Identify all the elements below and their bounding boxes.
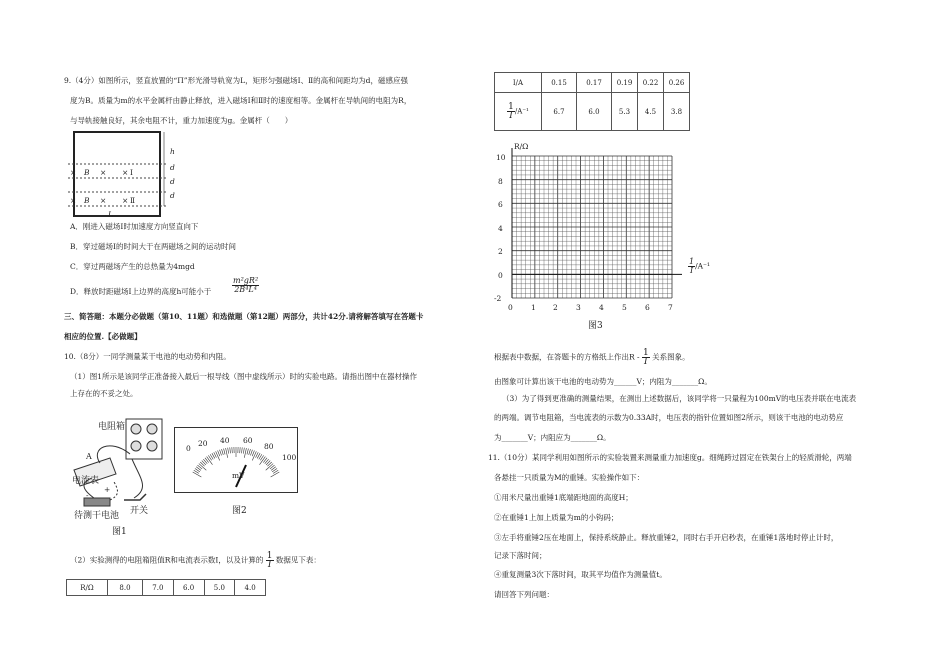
b-label-2: B bbox=[84, 196, 90, 205]
table-header: I/A bbox=[495, 73, 542, 93]
table-cell: 0.17 bbox=[577, 73, 612, 93]
b-label-1: B bbox=[84, 168, 90, 177]
q10-part3-line3: 为_______V；内阻应为_______Ω。 bbox=[494, 433, 611, 442]
figure1-caption: 图1 bbox=[112, 527, 127, 537]
table-cell: 6.0 bbox=[173, 580, 204, 596]
q10-line3: 上存在的不妥之处。 bbox=[70, 389, 138, 398]
y-tick-label: -2 bbox=[494, 294, 502, 303]
switch-label: 开关 bbox=[130, 506, 149, 516]
resistance-box-label: 电阻箱 bbox=[98, 422, 126, 432]
q10-part3-line1: （3）为了得到更准确的测量结果，在测出上述数据后，该同学将一只量程为100mV的电压表并联在电流表 bbox=[502, 394, 857, 403]
meter-tick-label: 60 bbox=[243, 436, 253, 445]
table-cell: 5.3 bbox=[612, 93, 638, 131]
x-axis-label: $\frac{1}{I}$ /A⁻¹ bbox=[689, 257, 711, 275]
meter-tick-label: 0 bbox=[186, 444, 191, 453]
millivoltmeter-figure bbox=[174, 427, 298, 493]
cross-mark: × bbox=[122, 196, 129, 205]
meter-tick-label: 100 bbox=[282, 453, 297, 462]
ammeter-symbol: A bbox=[86, 452, 92, 461]
q11-step3: ③左手将重锤2压在地面上，保持系统静止。释放重锤2，同时右手开启秒表，在重锤1落地时停止计时， bbox=[494, 533, 839, 542]
meter-tick-label: 80 bbox=[264, 442, 274, 451]
x-tick-label: 4 bbox=[599, 303, 604, 312]
q10-line4: （2）实验测得的电阻箱阻值R和电流表示数I，以及计算的 $\frac{1}{I}$ 数据见下表： bbox=[70, 551, 321, 570]
option-d-fraction: $\frac{\text{m²gR²}}{\text{2B⁴L⁴}}$ bbox=[233, 276, 259, 294]
field-2-label: Ⅱ bbox=[130, 196, 136, 205]
negative-terminal: - bbox=[86, 491, 89, 500]
battery-label: 待测干电池 bbox=[74, 511, 120, 521]
l-label: L bbox=[108, 210, 113, 219]
x-tick-label: 0 bbox=[508, 303, 513, 312]
y-axis-label: R/Ω bbox=[514, 142, 529, 151]
q9-option-a: A．刚进入磁场Ⅰ时加速度方向竖直向下 bbox=[70, 222, 199, 231]
cross-mark: × bbox=[70, 168, 77, 177]
q11-step1: ①用米尺量出重锤1底端距地面的高度H； bbox=[494, 493, 633, 502]
resistance-table bbox=[66, 579, 266, 596]
table-cell: 7.0 bbox=[143, 580, 174, 596]
y-tick-label: 8 bbox=[498, 177, 503, 186]
q11-line1: 11.（10分）某同学利用如图所示的实验装置来测量重力加速度g。细绳跨过固定在铁架台上的轻质滑轮，两端 bbox=[488, 453, 852, 462]
table-cell: 3.8 bbox=[664, 93, 690, 131]
q11-step4: ④重复测量3次下落时间，取其平均值作为测量值t。 bbox=[494, 570, 667, 579]
table-cell: 5.0 bbox=[204, 580, 235, 596]
x-tick-label: 2 bbox=[553, 303, 558, 312]
table-cell: 0.19 bbox=[612, 73, 638, 93]
y-tick-label: 10 bbox=[496, 153, 506, 162]
current-table bbox=[494, 72, 690, 131]
cross-mark: × bbox=[100, 196, 107, 205]
ammeter-label: 电流表 bbox=[72, 476, 100, 486]
meter-unit: mV bbox=[232, 471, 245, 480]
meter-tick-label: 40 bbox=[220, 436, 230, 445]
table-cell: 0.22 bbox=[638, 73, 664, 93]
cross-mark: × bbox=[122, 168, 129, 177]
d-label-2: d bbox=[170, 177, 175, 186]
q9-option-c: C．穿过两磁场产生的总热量为4mgd bbox=[70, 262, 195, 271]
q9-option-d: D．释放时距磁场Ⅰ上边界的高度h可能小于 bbox=[70, 287, 212, 296]
y-tick-label: 6 bbox=[498, 200, 503, 209]
q10-part2-answer: 由图象可计算出该干电池的电动势为______V；内阻为_______Ω。 bbox=[494, 377, 712, 386]
table-cell: 4.0 bbox=[235, 580, 266, 596]
q11-step3-cont: 记录下落时间； bbox=[494, 551, 547, 560]
figure3-caption: 图3 bbox=[588, 321, 603, 331]
graph-instruction: 根据表中数据，在答题卡的方格纸上作出R - $\frac{1}{I}$ 关系图象。 bbox=[494, 348, 690, 367]
field-1-label: Ⅰ bbox=[130, 168, 133, 177]
table-cell: 6.0 bbox=[577, 93, 612, 131]
section3-line1: 三、简答题：本题分必做题（第10、11题）和选做题（第12题）两部分，共计42分.请将解答填写在答题卡 bbox=[64, 312, 424, 321]
x-tick-label: 6 bbox=[645, 303, 650, 312]
graph-grid bbox=[508, 150, 678, 302]
h-label: h bbox=[170, 147, 175, 156]
table-cell: 0.26 bbox=[664, 73, 690, 93]
q9-line2: 度为B。质量为m的水平金属杆由静止释放，进入磁场Ⅰ和Ⅱ时的速度相等。金属杆在导轨间的电阻为R， bbox=[70, 96, 412, 105]
x-tick-label: 3 bbox=[576, 303, 581, 312]
q9-line3: 与导轨接触良好，其余电阻不计，重力加速度为g。金属杆（ ） bbox=[70, 116, 293, 125]
d-label-1: d bbox=[170, 163, 175, 172]
table-cell: 0.15 bbox=[542, 73, 577, 93]
q9-rail-figure bbox=[66, 130, 186, 225]
y-tick-label: 2 bbox=[498, 247, 503, 256]
x-tick-label: 1 bbox=[531, 303, 536, 312]
section3-line2: 相应的位置.【必做题】 bbox=[64, 332, 142, 341]
x-tick-label: 7 bbox=[668, 303, 673, 312]
table-cell: 8.0 bbox=[108, 580, 143, 596]
q10-line1: 10.（8分）一同学测量某干电池的电动势和内阻。 bbox=[64, 352, 231, 361]
table-cell: 4.5 bbox=[638, 93, 664, 131]
q9-option-b: B．穿过磁场Ⅰ的时间大于在两磁场之间的运动时间 bbox=[70, 242, 236, 251]
cross-mark: × bbox=[100, 168, 107, 177]
q11-prompt: 请回答下列问题： bbox=[494, 590, 554, 599]
y-tick-label: 0 bbox=[498, 271, 503, 280]
q9-line1: 9.（4分）如图所示，竖直放置的“Π”形光滑导轨宽为L，矩形匀强磁场Ⅰ、Ⅱ的高和间距均为d，磁感应强 bbox=[64, 76, 408, 85]
table-cell: 6.7 bbox=[542, 93, 577, 131]
x-tick-label: 5 bbox=[622, 303, 627, 312]
figure2-caption: 图2 bbox=[232, 506, 247, 516]
d-label-3: d bbox=[170, 191, 175, 200]
table-header: $\frac{1}{I}$ /A⁻¹ bbox=[495, 93, 542, 131]
meter-tick-label: 20 bbox=[198, 439, 208, 448]
q11-line2: 各悬挂一只质量为M的重锤。实验操作如下： bbox=[494, 473, 645, 482]
q10-part3-line2: 的两端。调节电阻箱，当电流表的示数为0.33A时，电压表的指针位置如图2所示，则该干电池的电动势应 bbox=[494, 413, 844, 422]
q11-step2: ②在重锤1上加上质量为m的小钩码； bbox=[494, 513, 619, 522]
q10-line2: （1）图1所示是该同学正准备接入最后一根导线（图中虚线所示）时的实验电路。请指出图中在器材操作 bbox=[70, 372, 418, 381]
table-header: R/Ω bbox=[67, 580, 108, 596]
y-tick-label: 4 bbox=[498, 224, 503, 233]
cross-mark: × bbox=[70, 196, 77, 205]
positive-terminal: + bbox=[104, 485, 111, 494]
